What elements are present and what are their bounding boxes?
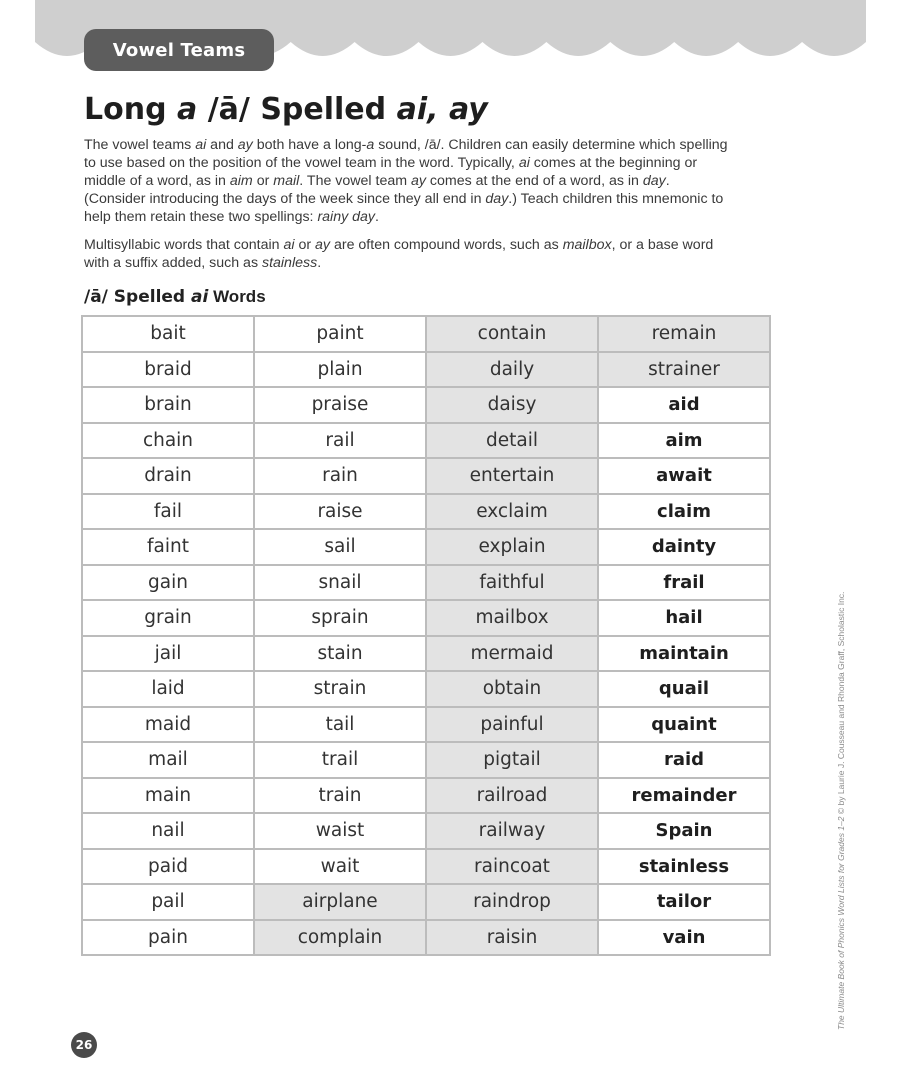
word-cell: pigtail [426,742,598,778]
table-row [82,742,770,778]
table-row [82,671,770,707]
credit-authors: © by Laurie J. Cousseau and Rhonda Graff, Scholastic Inc. [836,591,846,817]
title-phonetic: /ā/ Spelled [197,92,397,127]
word-cell: maintain [598,636,770,672]
word-cell: drain [82,458,254,494]
table-row [82,352,770,388]
word-cell: daisy [426,387,598,423]
word-cell: paid [82,849,254,885]
word-cell: claim [598,494,770,530]
word-cell: waist [254,813,426,849]
word-cell: gain [82,565,254,601]
word-cell: fail [82,494,254,530]
word-cell: dainty [598,529,770,565]
word-cell: sail [254,529,426,565]
table-row [82,600,770,636]
intro-text-run: or [252,173,274,189]
word-table [81,315,771,956]
word-cell: mailbox [426,600,598,636]
word-cell: await [598,458,770,494]
word-cell: pain [82,920,254,956]
credit-book-title: The Ultimate Book of Phonics Word Lists for Grades 1–2 [836,816,846,1030]
page-title [84,92,488,127]
heading-rest: Words [208,287,266,306]
word-cell: braid [82,352,254,388]
word-cell: aim [598,423,770,459]
word-cell: wait [254,849,426,885]
word-cell: tailor [598,884,770,920]
table-row [82,920,770,956]
word-cell: rail [254,423,426,459]
intro-text-run: stainless [261,255,318,271]
intro-text-run: ay [237,137,253,153]
word-cell: raindrop [426,884,598,920]
word-cell: frail [598,565,770,601]
word-cell: bait [82,316,254,352]
word-cell: airplane [254,884,426,920]
word-cell: quail [598,671,770,707]
intro-text-run: rainy day [317,209,376,225]
intro-text-run: comes at the beginning or middle of a word, as in [84,155,698,189]
word-cell: rain [254,458,426,494]
word-cell: train [254,778,426,814]
word-cell: trail [254,742,426,778]
intro-text-run: . The vowel team [299,173,411,189]
word-cell: exclaim [426,494,598,530]
word-list-heading [84,287,266,307]
word-cell: painful [426,707,598,743]
intro-text-run: The vowel teams [84,137,196,153]
intro-text-run: . [375,209,379,225]
word-cell: entertain [426,458,598,494]
word-cell: railway [426,813,598,849]
word-cell: obtain [426,671,598,707]
word-cell: stainless [598,849,770,885]
word-cell: paint [254,316,426,352]
word-cell: remain [598,316,770,352]
intro-text-run: a [366,137,375,153]
word-cell: snail [254,565,426,601]
intro-text-run: . [317,255,322,271]
word-cell: raid [598,742,770,778]
intro-text-run: ay [315,237,331,253]
word-cell: praise [254,387,426,423]
word-cell: quaint [598,707,770,743]
page-number: 26 [71,1032,97,1058]
word-cell: detail [426,423,598,459]
word-cell: chain [82,423,254,459]
intro-text-run: , or a base word with a suffix added, such as [84,237,714,271]
word-cell: explain [426,529,598,565]
intro-text-run: ai [195,137,207,153]
word-cell: raincoat [426,849,598,885]
heading-sound: /ā/ Spelled [84,287,192,307]
table-row [82,387,770,423]
word-cell: strainer [598,352,770,388]
table-row [82,636,770,672]
word-cell: Spain [598,813,770,849]
intro-text-run: day [485,191,509,207]
table-row [82,316,770,352]
section-tag: Vowel Teams [84,29,274,71]
intro-text-run: are often compound words, such as [330,237,563,253]
title-letter: a [177,92,198,127]
intro-text-run: aim [229,173,253,189]
table-row [82,778,770,814]
intro-paragraph-2 [84,236,734,272]
table-row [82,884,770,920]
intro-text-run: sound, /ā/. Children can easily determine which spelling to use based on the position of the vowel team in the word. Typically, [84,137,728,171]
title-spellings: ai, ay [396,92,488,127]
title-prefix: Long [84,92,178,127]
copyright-credit [836,591,846,1030]
intro-text-run: ay [411,173,426,189]
word-cell: aid [598,387,770,423]
table-row [82,813,770,849]
intro-text [84,136,734,282]
word-cell: hail [598,600,770,636]
word-cell: railroad [426,778,598,814]
heading-spelling: ai [191,287,209,307]
table-row [82,529,770,565]
intro-text-run: comes at the end of a word, as in [425,173,643,189]
word-cell: pail [82,884,254,920]
word-cell: faint [82,529,254,565]
word-cell: mail [82,742,254,778]
word-cell: faithful [426,565,598,601]
intro-text-run: and [206,137,238,153]
intro-text-run: .) Teach children this mnemonic to help them retain these two spellings: [84,191,724,225]
intro-text-run: ai [518,155,530,171]
table-row [82,458,770,494]
word-cell: plain [254,352,426,388]
table-row [82,494,770,530]
word-cell: brain [82,387,254,423]
word-cell: vain [598,920,770,956]
word-cell: maid [82,707,254,743]
table-row [82,849,770,885]
table-row [82,565,770,601]
intro-text-run: Multisyllabic words that contain [84,237,284,253]
word-cell: raise [254,494,426,530]
word-cell: main [82,778,254,814]
table-row [82,707,770,743]
intro-text-run: mailbox [562,237,612,253]
word-cell: tail [254,707,426,743]
word-cell: jail [82,636,254,672]
table-row [82,423,770,459]
intro-text-run: mail [273,173,300,189]
word-cell: mermaid [426,636,598,672]
intro-text-run: or [294,237,316,253]
intro-text-run: day [642,173,666,189]
word-cell: sprain [254,600,426,636]
word-cell: strain [254,671,426,707]
word-cell: grain [82,600,254,636]
word-cell: stain [254,636,426,672]
intro-text-run: ai [283,237,295,253]
word-cell: complain [254,920,426,956]
word-cell: daily [426,352,598,388]
word-cell: nail [82,813,254,849]
word-cell: contain [426,316,598,352]
word-cell: raisin [426,920,598,956]
intro-text-run: . (Consider introducing the days of the week since they all end in [84,173,670,207]
word-cell: laid [82,671,254,707]
intro-paragraph-1 [84,136,734,226]
intro-text-run: both have a long- [252,137,367,153]
word-cell: remainder [598,778,770,814]
